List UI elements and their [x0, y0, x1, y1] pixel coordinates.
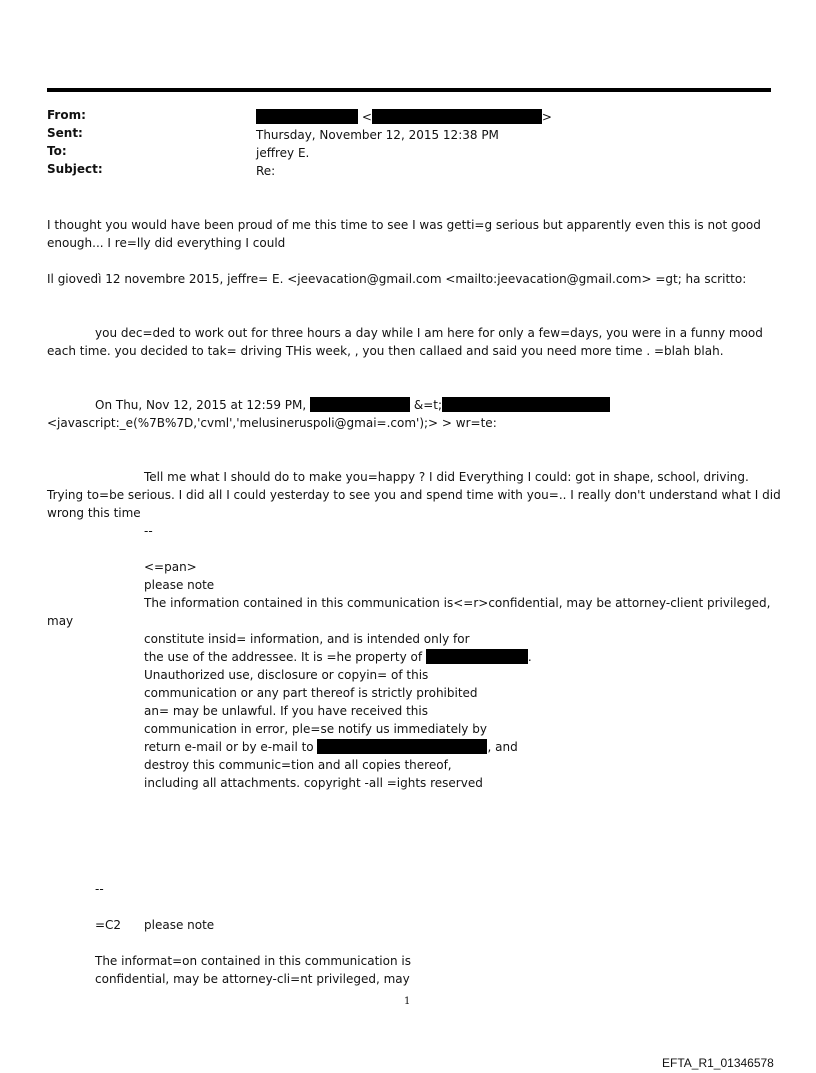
body-p3-line2: each time. you decided to tak= driving THis week, , you then callaed and said you need more time . =blah blah.	[47, 344, 724, 358]
foot-line2: confidential, may be attorney-cli=nt privileged, may	[95, 972, 410, 986]
sig-line3	[144, 648, 532, 666]
sig-dashes: --	[144, 524, 153, 538]
sig-line10: including all attachments. copyright -all =ights reserved	[144, 776, 483, 790]
sig-line1: The information contained in this communication is<=r>confidential, may be attorney-client privileged,	[144, 596, 771, 610]
body-p2: Il giovedì 12 novembre 2015, jeffre= E. <jeevacation@gmail.com <mailto:jeevacation@gmail.com> =gt; ha scritto:	[47, 272, 747, 286]
sig-line8-end: , and	[487, 740, 518, 754]
body-p3-line1: you dec=ded to work out for three hours a day while I am here for only a few=days, you were in a funny mood	[95, 326, 763, 340]
sig-line3-text: the use of the addressee. It is =he property of	[144, 650, 423, 664]
sig-may: may	[47, 614, 74, 628]
redaction-block	[426, 649, 528, 664]
from-value	[256, 108, 552, 126]
foot-dashes: --	[95, 882, 104, 896]
body-p4-line1	[95, 396, 610, 414]
p4-mid: &=t;	[413, 398, 443, 412]
body-p5-line1: Tell me what I should do to make you=happy ? I did Everything I could: got in shape, school, driving.	[144, 470, 749, 484]
sig-line9: destroy this communic=tion and all copies thereof,	[144, 758, 452, 772]
body-p1-line2: enough... I re=lly did everything I could	[47, 236, 286, 250]
subject-value: Re:	[256, 164, 276, 178]
foot-line1: The informat=on contained in this communication is	[95, 954, 411, 968]
sent-value: Thursday, November 12, 2015 12:38 PM	[256, 128, 499, 142]
to-value: jeffrey E.	[256, 146, 310, 160]
subject-label: Subject:	[47, 162, 103, 176]
bates-number: EFTA_R1_01346578	[662, 1056, 774, 1070]
page-number: 1	[404, 996, 411, 1007]
foot-note: please note	[144, 918, 215, 932]
body-p4-line2: <javascript:_e(%7B%7D,'cvml','melusineruspoli@gmai=.com');> > wr=te:	[47, 416, 497, 430]
redaction-block	[317, 739, 487, 754]
body-p5-line3: wrong this time	[47, 506, 141, 520]
sig-note: please note	[144, 578, 215, 592]
body-p5-line2: Trying to=be serious. I did all I could yesterday to see you and spend time with you=.. I really don't understand what I did	[47, 488, 781, 502]
sig-pan: <=pan>	[144, 560, 197, 574]
sig-line3-end: .	[527, 650, 532, 664]
redaction-block	[372, 109, 542, 124]
sig-line5: communication or any part thereof is strictly prohibited	[144, 686, 478, 700]
header-rule	[47, 88, 771, 92]
sent-label: Sent:	[47, 126, 83, 140]
p4-prefix: On Thu, Nov 12, 2015 at 12:59 PM,	[95, 398, 307, 412]
body-p1-line1: I thought you would have been proud of me this time to see I was getti=g serious but apparently even this is not good	[47, 218, 761, 232]
from-label: From:	[47, 108, 86, 122]
redaction-block	[310, 397, 410, 412]
sig-line8-text: return e-mail or by e-mail to	[144, 740, 314, 754]
sig-line8	[144, 738, 518, 756]
to-label: To:	[47, 144, 67, 158]
from-lt: <	[361, 110, 372, 124]
sig-line6: an= may be unlawful. If you have received this	[144, 704, 428, 718]
redaction-block	[256, 109, 358, 124]
sig-line4: Unauthorized use, disclosure or copyin= of this	[144, 668, 429, 682]
sig-line7: communication in error, ple=se notify us immediately by	[144, 722, 487, 736]
foot-c2: =C2	[95, 918, 122, 932]
sig-line2: constitute insid= information, and is intended only for	[144, 632, 470, 646]
redaction-block	[442, 397, 610, 412]
from-gt: >	[541, 110, 552, 124]
